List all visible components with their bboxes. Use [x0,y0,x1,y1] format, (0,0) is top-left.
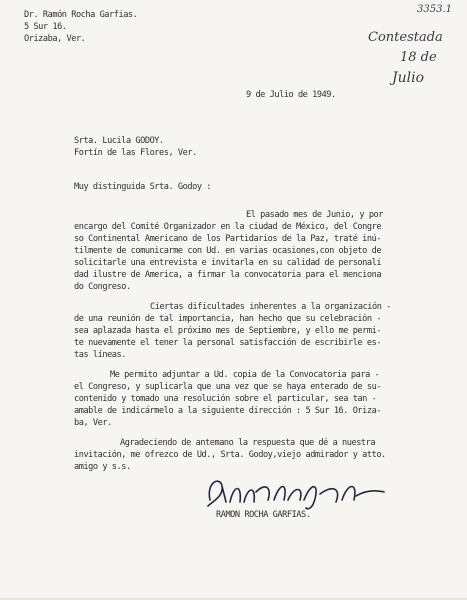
para1-line: do Congreso. [74,282,131,292]
para2-line: te nuevamente el tener la personal satisfacción de escribirle es- [74,338,382,348]
signature-name: RAMON ROCHA GARFIAS. [216,510,311,520]
para3-line: ba, Ver. [74,418,112,428]
annotation-contestada: Contestada [368,30,443,45]
salutation: Muy distinguida Srta. Godoy : [74,182,211,192]
para4-line: Agradeciendo de antemano la respuesta que dé a nuestra [120,438,376,448]
sender-street: 5 Sur 16. [24,22,67,32]
recipient-name: Srta. Lucila GODOY. [74,136,164,146]
para4-line: invitación, me ofrezco de Ud., Srta. Godoy,viejo admirador y atto. [74,450,386,460]
annotation-day: 18 de [400,50,437,65]
para2-line: sea aplazada hasta el próximo mes de Septiembre, y ello me permi- [74,326,382,336]
para1-line: tilmente de comunicarme con Ud. en varias ocasiones,con objeto de [74,246,382,256]
handwritten-signature [196,472,396,512]
sender-city: Orizaba, Ver. [24,34,86,44]
para3-line: el Congreso, y suplicarla que una vez que se haya enterado de su- [74,382,382,392]
para3-line: amable de indicármelo a la siguiente dirección : 5 Sur 16. Oriza- [74,406,382,416]
para3-line: contenido y tomado una resolución sobre el particular, sea tan - [74,394,377,404]
para2-line: Ciertas dificultades inherentes a la organización - [150,302,391,312]
annotation-month: Julio [392,70,425,86]
para1-line: encargo del Comité Organizador en la ciudad de México, del Congre [74,222,382,232]
letter-date: 9 de Julio de 1949. [246,90,336,100]
para4-line: amigo y s.s. [74,462,131,472]
archive-number: 3353.1 [417,4,452,15]
para1-line: so Continental Americano de los Partidarios de la Paz, traté inú- [74,234,382,244]
para3-line: Me permito adjuntar a Ud. copia de la Convocatoria para - [110,370,380,380]
sender-name: Dr. Ramón Rocha Garfias. [24,10,138,20]
para2-line: tas líneas. [74,350,126,360]
para1-line: solicitarle una entrevista e invitarla en su calidad de personali [74,258,382,268]
para2-line: de una reunión de tal importancia, han hecho que su celebración - [74,314,382,324]
para1-line: dad ilustre de America, a firmar la convocatoria para el menciona [74,270,382,280]
para1-line: El pasado mes de Junio, y por [246,210,383,220]
recipient-place: Fortín de las Flores, Ver. [74,148,197,158]
